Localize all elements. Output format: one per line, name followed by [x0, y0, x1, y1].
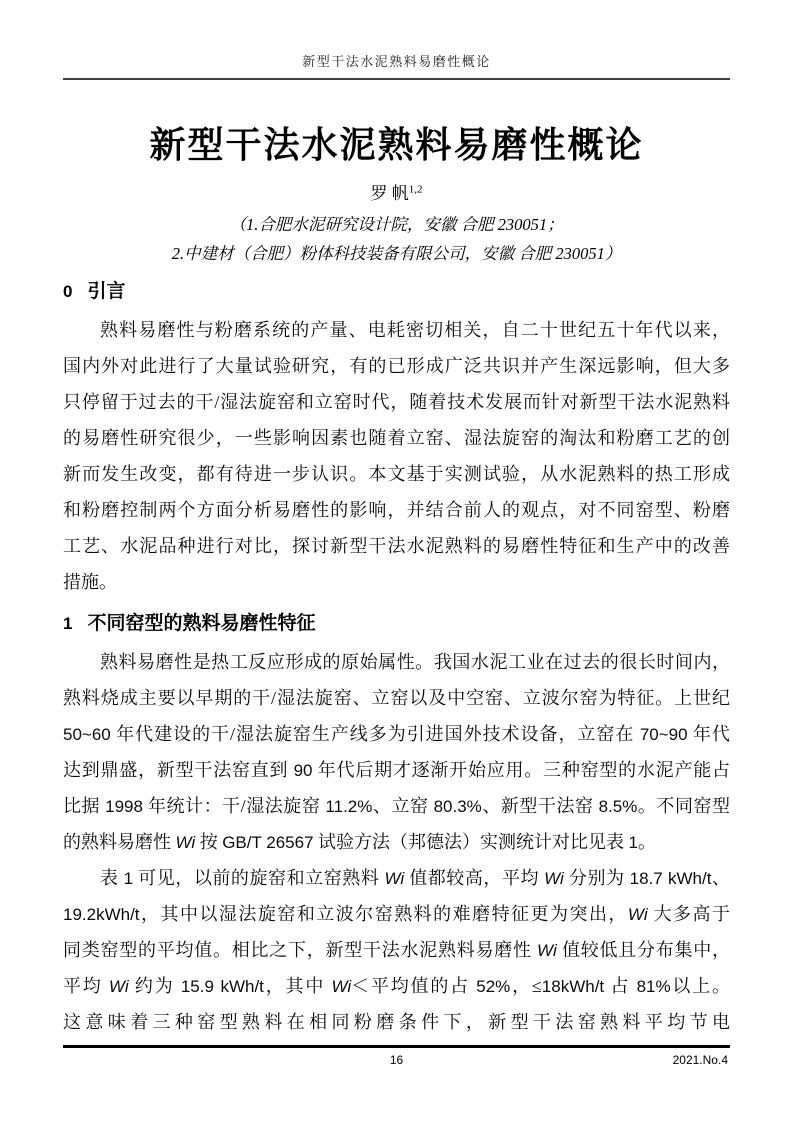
affiliations	[63, 210, 730, 268]
paragraph	[63, 860, 730, 1040]
section-number: 1	[63, 614, 73, 633]
author-affiliation-marker: 1,2	[408, 183, 423, 196]
text-line: 这意味着三种窑型熟料在相同粉磨条件下，新型干法窑熟料平均节电	[63, 1012, 730, 1032]
author-name: 罗 帆	[370, 184, 409, 203]
page-footer	[63, 1045, 730, 1071]
paragraph	[63, 644, 730, 860]
section-title: 不同窑型的熟料易磨性特征	[87, 613, 316, 634]
text-line: 工艺、水泥品种进行对比，探讨新型干法水泥熟料的易磨性特征和生产中的改善	[63, 536, 730, 556]
text-line: 只停留于过去的干/湿法旋窑和立窑时代，随着技术发展而针对新型干法水泥熟料	[63, 392, 730, 412]
text-line: 和粉磨控制两个方面分析易磨性的影响，并结合前人的观点，对不同窑型、粉磨	[63, 500, 730, 520]
text-line: 同类窑型的平均值。相比之下，新型干法水泥熟料易磨性 Wi 值较低且分布集中，	[63, 940, 730, 960]
page-number: 16	[389, 1053, 404, 1067]
footer-divider	[63, 1045, 730, 1048]
text-line: 表 1 可见，以前的旋窑和立窑熟料 Wi 值都较高，平均 Wi 分别为 18.7 kWh/t、	[100, 868, 730, 888]
affiliation-line-1: （1.合肥水泥研究设计院，安徽 合肥 230051；	[229, 215, 564, 234]
text-line: 措施。	[63, 572, 117, 592]
text-line: 的易磨性研究很少，一些影响因素也随着立窑、湿法旋窑的淘汰和粉磨工艺的创	[63, 428, 730, 448]
article-body	[63, 278, 730, 1040]
article-title: 新型干法水泥熟料易磨性概论	[149, 124, 644, 165]
text-line: 熟料易磨性是热工反应形成的原始属性。我国水泥工业在过去的很长时间内，	[100, 652, 730, 672]
text-line: 国内外对此进行了大量试验研究，有的已形成广泛共识并产生深远影响，但大多	[63, 356, 730, 376]
header-divider	[63, 78, 730, 80]
text-line: 平均 Wi 约为 15.9 kWh/t，其中 Wi＜平均值的占 52%，≤18kWh/t 占 81%以上。	[63, 976, 730, 996]
section-heading	[63, 278, 730, 306]
footer-row	[63, 1051, 730, 1071]
page-header	[63, 0, 730, 80]
text-line: 的熟料易磨性 Wi 按 GB/T 26567 试验方法（邦德法）实测统计对比见表 1。	[63, 832, 657, 852]
section-number: 0	[63, 282, 73, 301]
author-line	[63, 182, 730, 206]
text-line: 达到鼎盛，新型干法窑直到 90 年代后期才逐渐开始应用。三种窑型的水泥产能占	[63, 760, 730, 780]
text-line: 50~60 年代建设的干/湿法旋窑生产线多为引进国外技术设备，立窑在 70~90 年代	[63, 724, 730, 744]
paragraph	[63, 312, 730, 600]
running-title: 新型干法水泥熟料易磨性概论	[302, 54, 491, 69]
text-line: 19.2kWh/t，其中以湿法旋窑和立波尔窑熟料的难磨特征更为突出，Wi 大多高于	[63, 904, 730, 924]
affiliation-line-2: 2.中建材（合肥）粉体科技装备有限公司，安徽 合肥 230051）	[171, 244, 622, 263]
text-line: 熟料烧成主要以早期的干/湿法旋窑、立窑以及中空窑、立波尔窑为特征。上世纪	[63, 688, 730, 708]
section-heading	[63, 610, 730, 638]
section-title: 引言	[87, 281, 126, 302]
text-line: 比据 1998 年统计：干/湿法旋窑 11.2%、立窑 80.3%、新型干法窑 8.5%。不同窑型	[63, 796, 730, 816]
text-line: 新而发生改变，都有待进一步认识。本文基于实测试验，从水泥熟料的热工形成	[63, 464, 730, 484]
text-line: 熟料易磨性与粉磨系统的产量、电耗密切相关，自二十世纪五十年代以来，	[100, 320, 730, 340]
issue-label: 2021.No.4	[672, 1053, 728, 1067]
